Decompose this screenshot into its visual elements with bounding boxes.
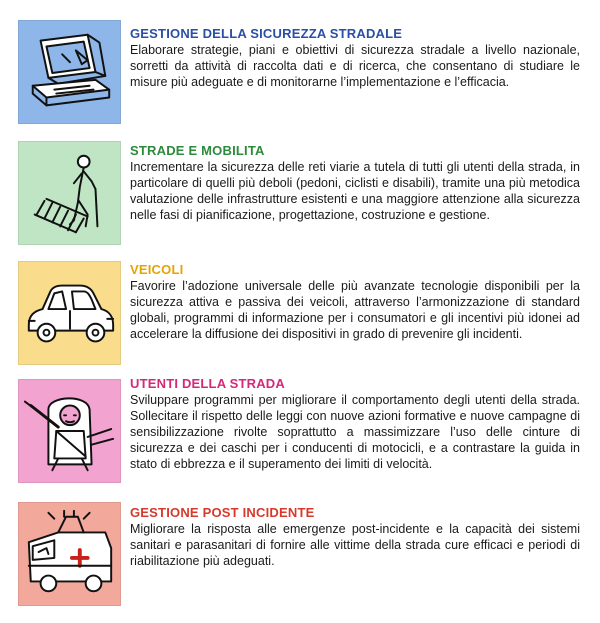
section-2-icon-box [18,141,121,245]
section-2-title: STRADE E MOBILITA [130,143,265,158]
seatbelt-driver-icon [19,380,120,482]
ambulance-icon [19,503,120,605]
computer-icon [19,21,120,123]
section-4-icon-box [18,379,121,483]
section-5-text: Migliorare la risposta alle emergenze post-incidente e la capacità dei sistemi sanitari e parasanitari di fornire alle vittime della strada cure efficaci e periodi di riabilitazione più adeguati. [130,522,580,568]
pedestrian-crossing-icon [19,142,120,244]
section-1-icon-box [18,20,121,124]
section-1-title: GESTIONE DELLA SICUREZZA STRADALE [130,26,403,41]
section-5-title: GESTIONE POST INCIDENTE [130,505,315,520]
car-icon [19,262,120,364]
section-3-title: VEICOLI [130,262,184,277]
section-3-icon-box [18,261,121,365]
section-4-text: Sviluppare programmi per migliorare il comportamento degli utenti della strada. Sollecitare il rispetto delle leggi con nuove azioni formative e nuove campagne di sensibilizzazione rivolte soprattutto a massimizzare l’uso delle cinture di sicurezza e dei caschi per i conducenti di motocicli, e a contrastare la guida in stato di ebbrezza e il superamento dei limiti di velocità. [130,393,580,471]
section-3-text: Favorire l’adozione universale delle più avanzate tecnologie disponibili per la sicurezza attiva e passiva dei veicoli, attraverso l’armonizzazione di standard globali, programmi di informazione per i consumatori e gli incentivi più idonei ad accelerare la diffusione dei dispositivi in grado di prevenire gli incidenti. [130,279,580,341]
section-4-title: UTENTI DELLA STRADA [130,376,285,391]
section-1-text: Elaborare strategie, piani e obiettivi di sicurezza stradale a livello nazionale, sorretti da attività di raccolta dati e di ricerca, che consentano di studiare le misure più adeguate e di monitorarne l’implementazione e l’efficacia. [130,43,580,89]
section-5-icon-box [18,502,121,606]
section-2-text: Incrementare la sicurezza delle reti viarie a tutela di tutti gli utenti della strada, in particolare di quelli più deboli (pedoni, ciclisti e disabili), tramite una più metodica valutazione delle infrastrutture esistenti e una maggiore attenzione alla sicurezza nelle fasi di pianificazione, progettazione, costruzione e gestione. [130,160,580,222]
